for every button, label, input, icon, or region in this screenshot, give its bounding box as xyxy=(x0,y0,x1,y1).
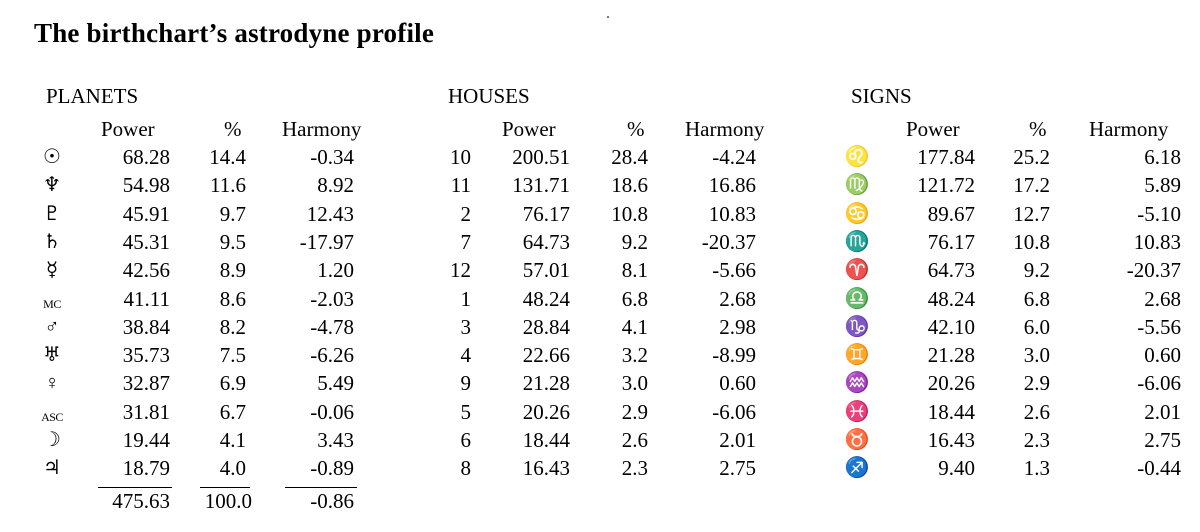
harmony-value: 2.75 xyxy=(719,456,756,481)
power-value: 45.31 xyxy=(122,229,170,254)
total-power: 475.63 xyxy=(112,488,170,513)
total-harmony: -0.86 xyxy=(310,488,354,513)
power-value: 32.87 xyxy=(122,371,170,396)
houses-table xyxy=(436,84,796,524)
percent-value: 14.4 xyxy=(209,145,246,169)
houses-row xyxy=(436,456,796,484)
percent-value: 4.0 xyxy=(219,456,246,481)
power-value: 76.17 xyxy=(927,229,975,254)
sagittarius-icon: ♐ xyxy=(844,457,870,480)
power-value: 28.84 xyxy=(522,314,570,339)
planets-row xyxy=(34,428,394,456)
cancer-icon: ♋ xyxy=(844,202,870,225)
percent-value: 10.8 xyxy=(611,201,648,226)
power-value: 16.43 xyxy=(927,428,975,452)
harmony-value: -20.37 xyxy=(701,229,756,254)
planets-row xyxy=(34,258,394,286)
harmony-value: -6.06 xyxy=(712,399,756,424)
houses-row xyxy=(436,287,796,315)
percent-value: 8.2 xyxy=(219,314,246,339)
pluto-icon: ♇ xyxy=(43,202,61,225)
house-number: 10 xyxy=(450,145,471,169)
percent-value: 10.8 xyxy=(1013,229,1050,254)
power-value: 64.73 xyxy=(522,229,570,254)
power-value: 38.84 xyxy=(122,314,170,339)
harmony-value: 2.68 xyxy=(719,286,756,311)
harmony-value: -4.24 xyxy=(712,145,756,169)
percent-value: 6.8 xyxy=(1023,286,1050,311)
uranus-icon: ♅ xyxy=(43,344,61,367)
signs-row xyxy=(839,343,1199,371)
venus-icon: ♀ xyxy=(44,372,60,395)
house-number: 8 xyxy=(460,456,471,481)
power-value: 45.91 xyxy=(122,201,170,226)
total-percent: 100.0 xyxy=(204,488,252,513)
house-number: 12 xyxy=(450,258,471,283)
power-value: 21.28 xyxy=(522,371,570,396)
signs-row xyxy=(839,400,1199,428)
percent-value: 9.7 xyxy=(219,201,246,226)
harmony-value: 5.89 xyxy=(1144,173,1181,198)
houses-row xyxy=(436,343,796,371)
houses-power-header: Power xyxy=(502,117,556,141)
saturn-icon: ♄ xyxy=(43,230,61,253)
harmony-value: 5.49 xyxy=(317,371,354,396)
harmony-value: 16.86 xyxy=(708,173,756,198)
planets-row xyxy=(34,343,394,371)
signs-row xyxy=(839,287,1199,315)
percent-value: 12.7 xyxy=(1013,201,1050,226)
signs-row xyxy=(839,456,1199,484)
power-value: 18.44 xyxy=(927,399,975,424)
percent-value: 3.0 xyxy=(621,371,648,396)
planets-power-header: Power xyxy=(101,117,155,141)
planets-row xyxy=(34,202,394,230)
signs-row xyxy=(839,315,1199,343)
harmony-value: -8.99 xyxy=(712,343,756,368)
house-number: 4 xyxy=(460,343,471,368)
signs-row xyxy=(839,173,1199,201)
power-value: 57.01 xyxy=(522,258,570,283)
house-number: 9 xyxy=(460,371,471,396)
scorpio-icon: ♏ xyxy=(844,230,870,253)
harmony-value: 2.01 xyxy=(719,428,756,452)
power-value: 42.56 xyxy=(122,258,170,283)
percent-value: 7.5 xyxy=(219,343,246,368)
percent-value: 3.0 xyxy=(1023,343,1050,368)
power-value: 18.44 xyxy=(522,428,570,452)
percent-value: 2.6 xyxy=(621,428,648,452)
houses-harmony-header: Harmony xyxy=(685,117,765,141)
percent-value: 8.6 xyxy=(219,286,246,311)
percent-value: 4.1 xyxy=(621,314,648,339)
harmony-value: 0.60 xyxy=(719,371,756,396)
midheaven-icon: MC xyxy=(43,296,61,311)
power-value: 64.73 xyxy=(927,258,975,283)
harmony-value: 3.43 xyxy=(317,428,354,452)
signs-table xyxy=(839,84,1199,524)
house-number: 7 xyxy=(460,229,471,254)
aquarius-icon: ♒ xyxy=(844,372,870,395)
taurus-icon: ♉ xyxy=(844,429,870,451)
harmony-value: 10.83 xyxy=(1133,229,1181,254)
houses-row xyxy=(436,173,796,201)
harmony-value: -0.06 xyxy=(310,399,354,424)
jupiter-icon: ♃ xyxy=(43,457,61,480)
harmony-value: 2.75 xyxy=(1144,428,1181,452)
percent-value: 6.8 xyxy=(621,286,648,311)
power-value: 19.44 xyxy=(122,428,170,452)
percent-value: 28.4 xyxy=(611,145,648,169)
house-number: 5 xyxy=(460,399,471,424)
planets-row xyxy=(34,456,394,484)
percent-value: 9.2 xyxy=(621,229,648,254)
percent-value: 2.9 xyxy=(1023,371,1050,396)
power-value: 48.24 xyxy=(522,286,570,311)
harmony-value: -0.34 xyxy=(310,145,354,169)
percent-value: 25.2 xyxy=(1013,145,1050,169)
harmony-value: 2.68 xyxy=(1144,286,1181,311)
planets-total-row xyxy=(34,489,394,517)
total-rule xyxy=(98,487,172,488)
total-rule xyxy=(285,487,357,488)
harmony-value: -17.97 xyxy=(299,229,354,254)
percent-value: 2.3 xyxy=(1023,428,1050,452)
percent-value: 8.1 xyxy=(621,258,648,283)
signs-power-header: Power xyxy=(906,117,960,141)
planets-row xyxy=(34,287,394,315)
power-value: 54.98 xyxy=(122,173,170,198)
signs-harmony-header: Harmony xyxy=(1089,117,1169,141)
sun-icon: ☉ xyxy=(43,146,61,168)
planets-harmony-header: Harmony xyxy=(282,117,362,141)
harmony-value: -20.37 xyxy=(1126,258,1181,283)
planets-row xyxy=(34,145,394,173)
planets-row xyxy=(34,371,394,399)
percent-value: 6.7 xyxy=(219,399,246,424)
harmony-value: -4.78 xyxy=(310,314,354,339)
percent-value: 6.9 xyxy=(219,371,246,396)
percent-value: 2.6 xyxy=(1023,399,1050,424)
moon-icon: ☽ xyxy=(43,429,61,451)
virgo-icon: ♍ xyxy=(844,174,870,197)
house-number: 6 xyxy=(460,428,471,452)
power-value: 121.72 xyxy=(917,173,975,198)
power-value: 31.81 xyxy=(122,399,170,424)
house-number: 1 xyxy=(460,286,471,311)
power-value: 35.73 xyxy=(122,343,170,368)
harmony-value: -2.03 xyxy=(310,286,354,311)
percent-value: 4.1 xyxy=(219,428,246,452)
harmony-value: -6.26 xyxy=(310,343,354,368)
page-title: The birthchart’s astrodyne profile xyxy=(34,18,435,48)
house-number: 3 xyxy=(460,314,471,339)
power-value: 20.26 xyxy=(522,399,570,424)
harmony-value: 8.92 xyxy=(317,173,354,198)
planets-row xyxy=(34,315,394,343)
percent-value: 6.0 xyxy=(1023,314,1050,339)
houses-row xyxy=(436,371,796,399)
libra-icon: ♎ xyxy=(844,287,870,310)
harmony-value: -5.10 xyxy=(1137,201,1181,226)
power-value: 21.28 xyxy=(927,343,975,368)
house-number: 11 xyxy=(450,173,471,198)
power-value: 20.26 xyxy=(927,371,975,396)
mars-icon: ♂ xyxy=(44,315,60,338)
capricorn-icon: ♑ xyxy=(844,315,870,338)
harmony-value: 0.60 xyxy=(1144,343,1181,368)
percent-value: 8.9 xyxy=(219,258,246,283)
power-value: 76.17 xyxy=(522,201,570,226)
signs-heading: SIGNS xyxy=(851,84,912,108)
percent-value: 11.6 xyxy=(210,173,246,198)
percent-value: 18.6 xyxy=(611,173,648,198)
houses-row xyxy=(436,230,796,258)
percent-value: 17.2 xyxy=(1013,173,1050,198)
power-value: 22.66 xyxy=(522,343,570,368)
mercury-icon: ☿ xyxy=(45,259,59,282)
houses-row xyxy=(436,400,796,428)
harmony-value: 6.18 xyxy=(1144,145,1181,169)
harmony-value: -0.44 xyxy=(1137,456,1181,481)
power-value: 18.79 xyxy=(122,456,170,481)
signs-row xyxy=(839,230,1199,258)
power-value: 89.67 xyxy=(927,201,975,226)
power-value: 9.40 xyxy=(938,456,975,481)
power-value: 42.10 xyxy=(927,314,975,339)
house-number: 2 xyxy=(460,201,471,226)
stray-dot xyxy=(607,16,609,18)
houses-row xyxy=(436,428,796,456)
power-value: 16.43 xyxy=(522,456,570,481)
harmony-value: -6.06 xyxy=(1137,371,1181,396)
power-value: 48.24 xyxy=(927,286,975,311)
harmony-value: -5.66 xyxy=(712,258,756,283)
percent-value: 2.9 xyxy=(621,399,648,424)
power-value: 177.84 xyxy=(917,145,975,169)
leo-icon: ♌ xyxy=(844,146,870,168)
pisces-icon: ♓ xyxy=(844,400,870,423)
harmony-value: 10.83 xyxy=(708,201,756,226)
houses-row xyxy=(436,202,796,230)
harmony-value: 2.01 xyxy=(1144,399,1181,424)
ascendant-icon: ASC xyxy=(41,409,63,424)
total-rule xyxy=(200,487,250,488)
planets-table xyxy=(34,84,394,524)
neptune-icon: ♆ xyxy=(43,174,61,197)
planets-row xyxy=(34,230,394,258)
harmony-value: -5.56 xyxy=(1137,314,1181,339)
houses-row xyxy=(436,315,796,343)
houses-row xyxy=(436,145,796,173)
power-value: 41.11 xyxy=(123,286,170,311)
harmony-value: 12.43 xyxy=(306,201,354,226)
signs-row xyxy=(839,145,1199,173)
gemini-icon: ♊ xyxy=(844,344,870,367)
houses-heading: HOUSES xyxy=(448,84,530,108)
percent-value: 9.2 xyxy=(1023,258,1050,283)
planets-heading: PLANETS xyxy=(46,84,139,108)
harmony-value: 1.20 xyxy=(317,258,354,283)
power-value: 131.71 xyxy=(512,173,570,198)
planets-percent-header: % xyxy=(224,117,242,141)
signs-percent-header: % xyxy=(1029,117,1047,141)
signs-row xyxy=(839,202,1199,230)
percent-value: 1.3 xyxy=(1023,456,1050,481)
houses-percent-header: % xyxy=(627,117,645,141)
planets-row xyxy=(34,173,394,201)
houses-row xyxy=(436,258,796,286)
planets-row xyxy=(34,400,394,428)
percent-value: 9.5 xyxy=(219,229,246,254)
power-value: 68.28 xyxy=(122,145,170,169)
percent-value: 3.2 xyxy=(621,343,648,368)
signs-row xyxy=(839,258,1199,286)
harmony-value: -0.89 xyxy=(310,456,354,481)
aries-icon: ♈ xyxy=(844,259,870,282)
signs-row xyxy=(839,371,1199,399)
harmony-value: 2.98 xyxy=(719,314,756,339)
percent-value: 2.3 xyxy=(621,456,648,481)
power-value: 200.51 xyxy=(512,145,570,169)
signs-row xyxy=(839,428,1199,456)
